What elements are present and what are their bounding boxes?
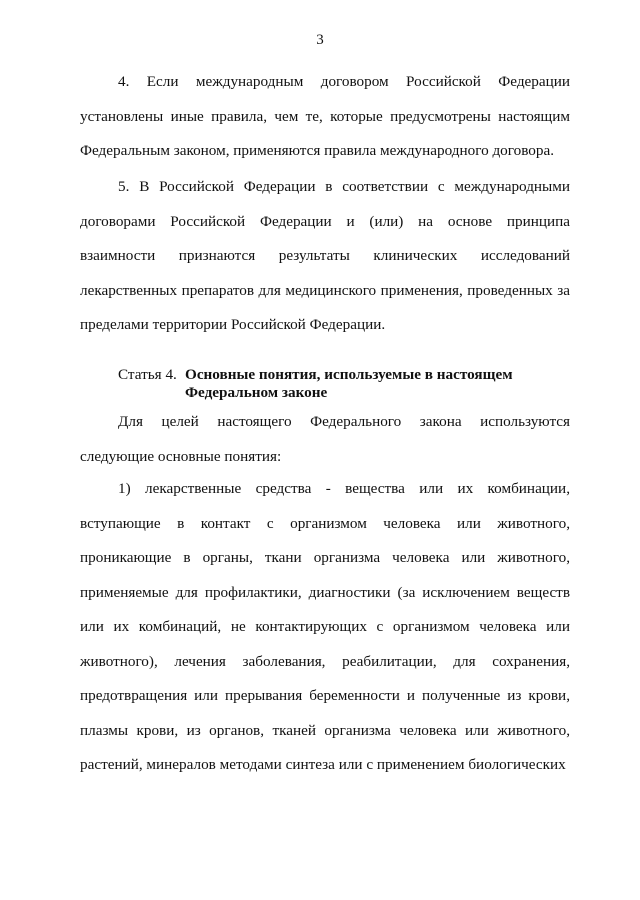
definition-1 bbox=[80, 472, 570, 783]
page-number: 3 bbox=[316, 32, 324, 48]
paragraph-4-text: 4. Если международным договором Российской Федерации установлены иные правила, чем те, которые предусмотрены настоящим Федеральным законом, применяются правила международного договора. bbox=[80, 73, 570, 159]
article-title: Основные понятия, используемые в настоящем Федеральном законе bbox=[185, 366, 513, 401]
definition-1-text: 1) лекарственные средства - вещества или их комбинации, вступающие в контакт с организмом человека или животного, проникающие в органы, ткани организма человека или животного, применяемые для профилактики, диагностики (за исключением веществ или их комбинаций, не контактирующих с организмом человека или животного), лечения заболевания, реабилитации, для сохранения, предотвращения или прерывания беременности и полученные из крови, плазмы крови, из органов, тканей организма человека или животного, растений, минералов методами синтеза или с применением биологических bbox=[80, 480, 570, 773]
paragraph-5-text: 5. В Российской Федерации в соответствии с международными договорами Российской Федерации и (или) на основе принципа взаимности признаются результаты клинических исследований лекарственных препаратов для медицинского применения, проведенных за пределами территории Российской Федерации. bbox=[80, 178, 570, 333]
paragraph-5 bbox=[80, 170, 570, 343]
intro-text: Для целей настоящего Федерального закона используются следующие основные понятия: bbox=[80, 413, 570, 465]
paragraph-4 bbox=[80, 65, 570, 169]
article-label: Статья 4. bbox=[118, 366, 177, 383]
intro-paragraph bbox=[80, 405, 570, 474]
